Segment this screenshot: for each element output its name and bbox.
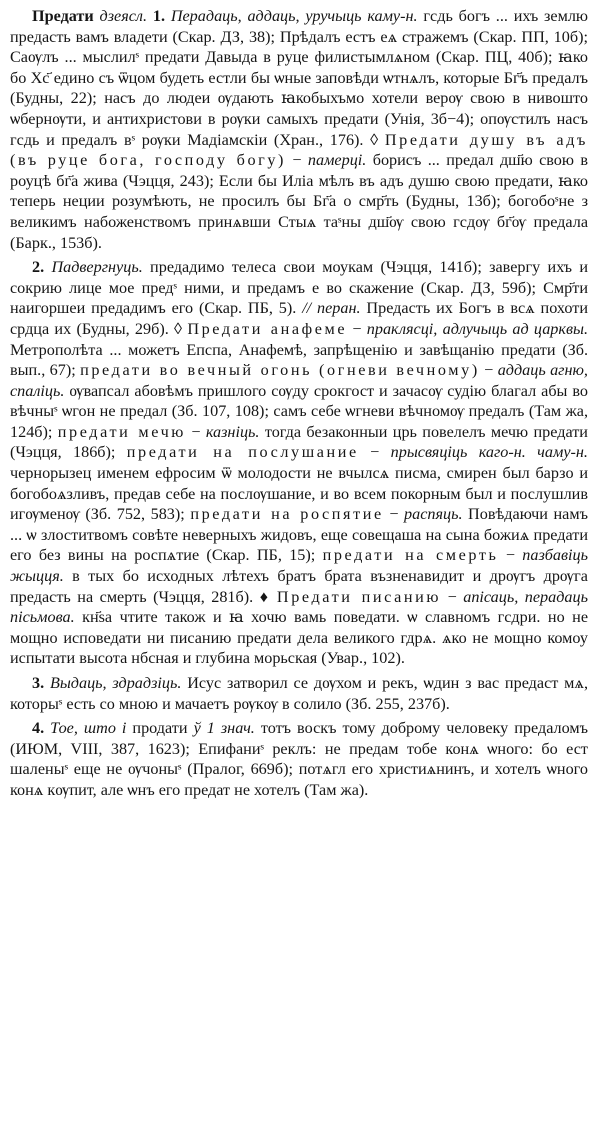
gloss-text: распяць. <box>404 505 463 524</box>
entry-text: в тых бо исходных лѣтехъ братъ брата възненавидит и дрѹгъ дрѹга предасть на смерть (Чэцця, 281б). <box>10 567 588 606</box>
sense-paragraph-2 <box>10 257 588 669</box>
sense-paragraph-4 <box>10 718 588 800</box>
gloss-text: апісаць, перадаць пісьмова. <box>10 587 588 627</box>
entry-text: − <box>358 443 391 462</box>
gloss-text: аддаць агню, спаліць. <box>10 361 588 400</box>
entry-text: тогда безаконныи црь повелелъ мечю предати (Чэцця, 186б); <box>10 422 588 462</box>
gloss-text: казніць. <box>205 422 260 441</box>
gloss-text: Тое, што і <box>50 719 127 738</box>
entry-text: ѹвапсал абовѣмъ пришлого сѹду срокгост и зачасѹ судію благал абы во вѣчныˢ ѡгон не предал (Зб. 107, 108); самъ себе ѡгневи вѣчномѹ предалъ (Там жа, 124б); <box>10 381 588 441</box>
phrase-heading: предати мечю <box>57 422 186 441</box>
entry-text: Предасть их Богъ в всѧ похоти срдца их (Будны, 29б). <box>10 299 588 338</box>
phrase-heading: предати во вечный огонь (огневи вечному) <box>80 361 480 380</box>
entry-text: предадимо телеса свои моукам (Чэцця, 141б); завергу ихъ и сокрию лице мое предˢ ними, и предамъ е во скажение (Скар. ДЗ, 59б); Смр҃ти наигоршеи предадимъ его (Скар. ПБ, 5). <box>10 258 589 318</box>
entry-text <box>378 131 385 149</box>
entry-text: − <box>383 505 405 524</box>
phrase-marker-glyph: ◊ <box>174 319 183 338</box>
headword: Предати <box>32 7 94 25</box>
entry-text: − <box>479 361 498 380</box>
gloss-text: Падвергнуць. <box>51 258 143 277</box>
entry-text: борисъ ... предал дш҃ю свою в роуцѣ бг҃а жива (Чэцця, 243); Если бы Иліа мѣлъ въ адъ душю свою предати, ꙗко теперь неции розумѣють, не просилъ бы Бг҃а о смр҃ть (Будны, 13б); богобоˢне з великимъ набоженствомъ принѧвши Стыѧ таˢны дш҃ѹ свою гсдѹ бг҃ѹ предала (Барк., 153б). <box>10 151 589 252</box>
phrase-heading: Предати анафеме <box>187 319 348 338</box>
gloss-text: Выдаць, здрадзіць. <box>49 674 182 692</box>
phrase-marker-glyph: ♦ <box>259 587 271 606</box>
entry-text: тотъ воскъ тому доброму человеку предаломъ (ИЮМ, VIII, 387, 1623); Епифаниˢ реклъ: не предам тобе конѧ ѡного: бо ест шаленыˢ еще не ѹчоныˢ (Пралог, 669б); потѧгл его христиѧнинъ, и хотелъ ѡного конѧ кѹпит, але ѡнъ его предат не хотелъ (Там жа). <box>10 719 589 799</box>
entry-text: продати <box>126 719 194 738</box>
entry-text: Повѣдаючи намъ ... ѡ злоститвомъ совѣте неверныхъ жидовъ, еще совещаша на сына божиѧ предати его без вины на роспѧтие (Скар. ПБ, 15); <box>10 505 588 565</box>
gloss-text: дзеясл. <box>99 7 148 25</box>
phrase-heading: Предати душу въ адъ (въ руце бога, господу богу) <box>10 130 589 170</box>
sense-number: 1. <box>152 7 165 25</box>
entry-text: − <box>498 546 523 565</box>
entry-text: Исус затворил се дѹхом и рекъ, ѡдин з вас предаст мѧ, которыˢ есть со мною и мачаетъ рѹкѹ в солило (Зб. 255, 237б). <box>10 674 588 713</box>
sense-paragraph-3 <box>10 673 588 714</box>
phrase-heading: предати на послушание <box>126 443 359 462</box>
sense-paragraph-1 <box>10 6 588 253</box>
gloss-text: памерці. <box>307 151 367 170</box>
phrase-marker-glyph: ◊ <box>370 130 379 149</box>
dictionary-entry-predati <box>10 6 588 801</box>
entry-text: кн҃ѕа чтите також и ꙗ хочю вамь поведати. ѡ славномъ гсдри. но не мощно исповедати ни писанию предати дела великого гдрѧ. ѧко не мощно комоу испытати высота нбсная и глубина морьская (Увар., 102). <box>10 608 588 668</box>
phrase-heading: предати на смерть <box>322 546 499 565</box>
sense-number: 4. <box>32 719 45 738</box>
gloss-text: // перан. <box>302 299 361 318</box>
gloss-text: пазбавіць жыцця. <box>10 546 589 586</box>
entry-text: Метрополѣта ... можетъ Епспа, Анафемѣ, запрѣщенію и завѣщанію предати (Зб. вып., 67); <box>10 340 588 380</box>
sense-number: 3. <box>32 674 45 692</box>
entry-text: − <box>185 422 206 441</box>
sense-number: 2. <box>32 258 45 277</box>
gloss-text: ў 1 знач. <box>193 719 255 738</box>
entry-text: − <box>347 319 367 338</box>
entry-text: − <box>286 151 308 170</box>
entry-text: гсдь богъ ... ихъ землю предасть вамъ владети (Скар. ДЗ, 38); Прѣдалъ естъ еѧ стражемъ (Скар. ПП, 10б); Саѹлъ ... мыслилˢ предати Давыда в руце филистымлѧном (Скар. ПЦ, 40б); ꙗко бо Хс҃ едино съ ѿцом будеть естли бы ѡные заповѣди ѡтнѧлъ, которые Бг҃ъ предалъ (Будны, 22); насъ до людеи ѹдають ꙗкобыхъмо хотели верѹ свою в нивошто ѡбернѹти, и антихристови в рѹки самыхъ предати (Унія, 3б−4); опѹстилъ насъ гсдь и предалъ вˢ рѹки Мадіамскіи (Хран., 176). <box>10 7 589 149</box>
phrase-heading: Предати писанию <box>276 587 442 606</box>
gloss-text: прысвяціць каго-н. чаму-н. <box>390 443 588 462</box>
gloss-text: праклясці, адлучыць ад царквы. <box>366 319 588 338</box>
gloss-text: Перадаць, аддаць, уручыць каму-н. <box>170 7 418 25</box>
phrase-heading: предати на роспятие <box>190 505 384 524</box>
entry-text: − <box>441 587 464 606</box>
entry-text: чернорызец именем ефросим ѿ молодости не вчылсѧ писма, смирен был барзо и богобоѧзливъ, предав себе на послѹшание, и во всем покорным был и послушлив игѹменѹ (Зб. 752, 583); <box>10 464 588 524</box>
